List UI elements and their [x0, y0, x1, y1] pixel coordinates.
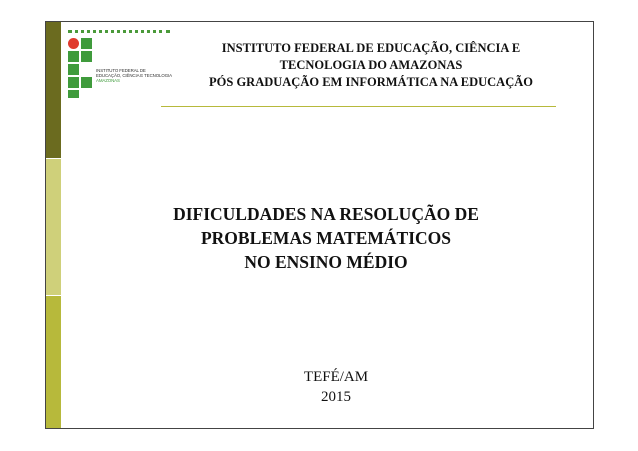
logo-square [81, 77, 92, 88]
title-line: DIFICULDADES NA RESOLUÇÃO DE [173, 204, 479, 224]
header-line: INSTITUTO FEDERAL DE EDUCAÇÃO, CIÊNCIA E [221, 41, 521, 55]
logo-square [81, 51, 92, 62]
logo-square [68, 90, 79, 98]
year: 2015 [321, 389, 351, 405]
title-line: PROBLEMAS MATEMÁTICOS [200, 228, 452, 248]
logo-dotted-rule [68, 30, 170, 36]
header-line: TECNOLOGIA DO AMAZONAS [279, 58, 463, 72]
logo-wordmark [96, 68, 174, 84]
presentation-title [126, 202, 526, 274]
logo-square [81, 38, 92, 49]
logo-text-line: INSTITUTO FEDERAL DE [96, 68, 146, 73]
logo-square [68, 64, 79, 75]
side-bar-segment-dark [46, 22, 61, 158]
logo-grid-icon [68, 38, 94, 98]
logo-text-line: EDUCAÇÃO, CIÊNCIA E TECNOLOGIA [96, 73, 172, 79]
slide [45, 21, 594, 429]
header-divider [161, 106, 556, 107]
title-line: NO ENSINO MÉDIO [244, 252, 408, 272]
location-date [236, 367, 436, 407]
location: TEFÉ/AM [303, 369, 369, 385]
header-line: PÓS GRADUAÇÃO EM INFORMÁTICA NA EDUCAÇÃO [209, 75, 533, 89]
side-accent-bar [46, 22, 61, 428]
side-bar-segment-light [46, 159, 61, 295]
logo-red-circle [68, 38, 79, 49]
institution-header [166, 40, 576, 91]
logo-square [68, 51, 79, 62]
logo-square [68, 77, 79, 88]
side-bar-segment-mid [46, 296, 61, 429]
institute-logo [68, 30, 172, 100]
logo-campus: AMAZONAS [96, 78, 120, 84]
